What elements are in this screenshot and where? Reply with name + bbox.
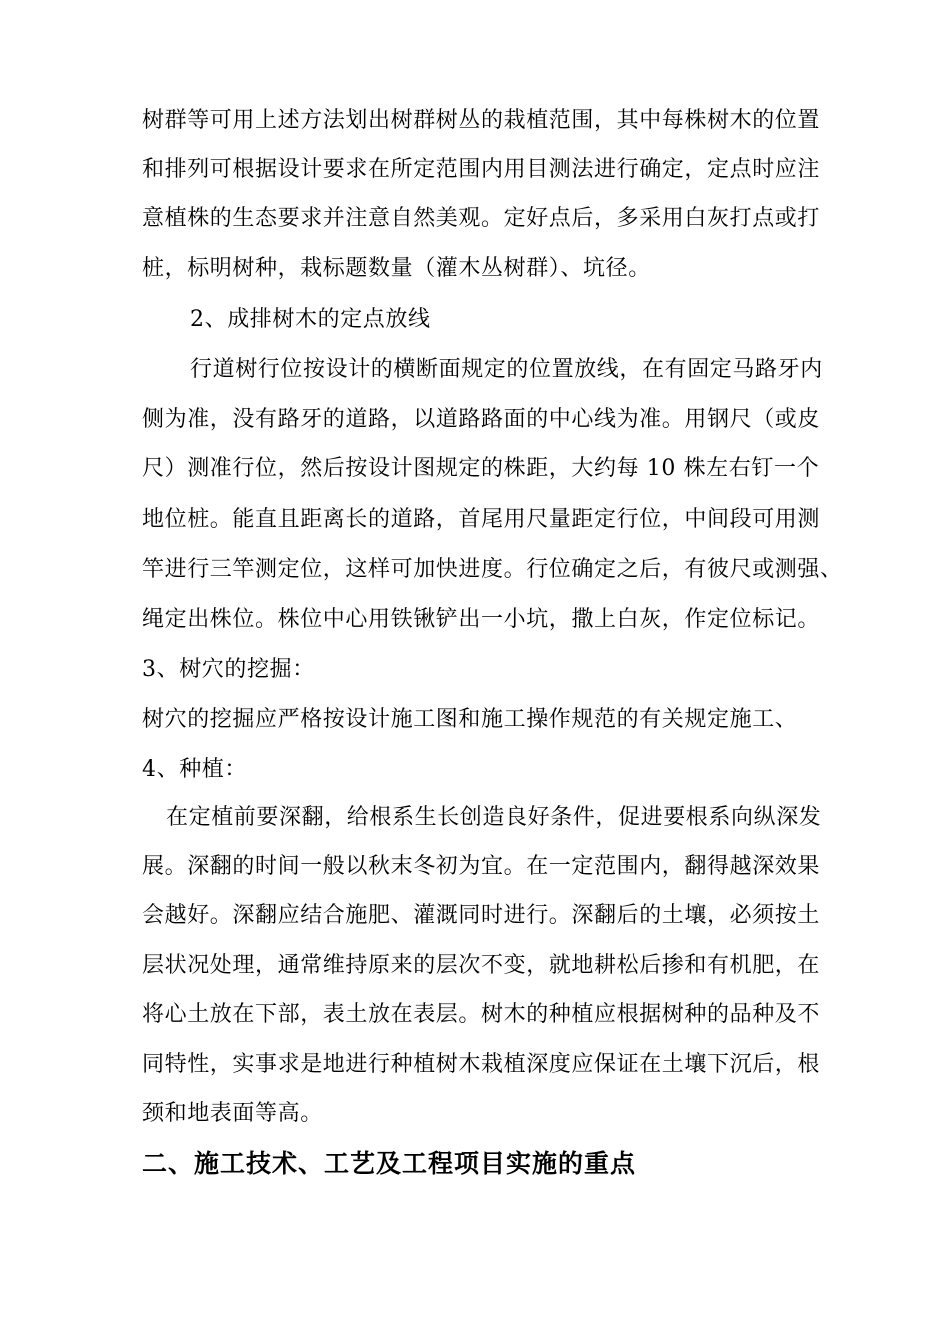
text-line: 树穴的挖掘应严格按设计施工图和施工操作规范的有关规定施工、 <box>142 707 798 732</box>
subsection-title: 4、种植： <box>142 757 247 782</box>
text-line: 绳定出株位。株位中心用铁锹铲出一小坑，撒上白灰，作定位标记。 <box>142 607 821 632</box>
text-line: 地位桩。能直且距离长的道路，首尾用尺量距定行位，中间段可用测 <box>142 507 821 532</box>
text-line: 和排列可根据设计要求在所定范围内用目测法进行确定，定点时应注 <box>142 157 821 182</box>
text-line: 桩，标明树种，栽标题数量（灌木丛树群）、坑径。 <box>142 256 651 281</box>
subsection-title: 2、成排树木的定点放线 <box>190 307 431 332</box>
text-line: 在定植前要深翻，给根系生长创造良好条件，促进要根系向纵深发 <box>166 805 822 830</box>
section-heading: 二、施工技术、工艺及工程项目实施的重点 <box>142 1149 637 1178</box>
text-line: 侧为准，没有路牙的道路，以道路路面的中心线为准。用钢尺（或皮 <box>142 407 821 432</box>
text-line: 会越好。深翻应结合施肥、灌溉同时进行。深翻后的土壤，必须按土 <box>142 903 821 928</box>
text-line: 颈和地表面等高。 <box>142 1101 323 1126</box>
text-line: 尺）测准行位，然后按设计图规定的株距，大约每 10 株左右钉一个 <box>142 456 820 481</box>
text-line: 行道树行位按设计的横断面规定的位置放线，在有固定马路牙内 <box>190 357 823 382</box>
text-line: 树群等可用上述方法划出树群树丛的栽植范围，其中每株树木的位置 <box>142 108 821 133</box>
subsection-title: 3、树穴的挖掘： <box>142 657 315 682</box>
text-line: 同特性，实事求是地进行种植树木栽植深度应保证在土壤下沉后，根 <box>142 1052 821 1077</box>
text-line: 竿进行三竿测定位，这样可加快进度。行位确定之后，有彼尺或测强、 <box>142 557 843 582</box>
text-line: 将心土放在下部，表土放在表层。树木的种植应根据树种的品种及不 <box>142 1002 821 1027</box>
text-line: 意植株的生态要求并注意自然美观。定好点后，多采用白灰打点或打 <box>142 206 821 231</box>
text-line: 展。深翻的时间一般以秋末冬初为宜。在一定范围内，翻得越深效果 <box>142 854 821 879</box>
text-line: 层状况处理，通常维持原来的层次不变，就地耕松后掺和有机肥，在 <box>142 953 821 978</box>
